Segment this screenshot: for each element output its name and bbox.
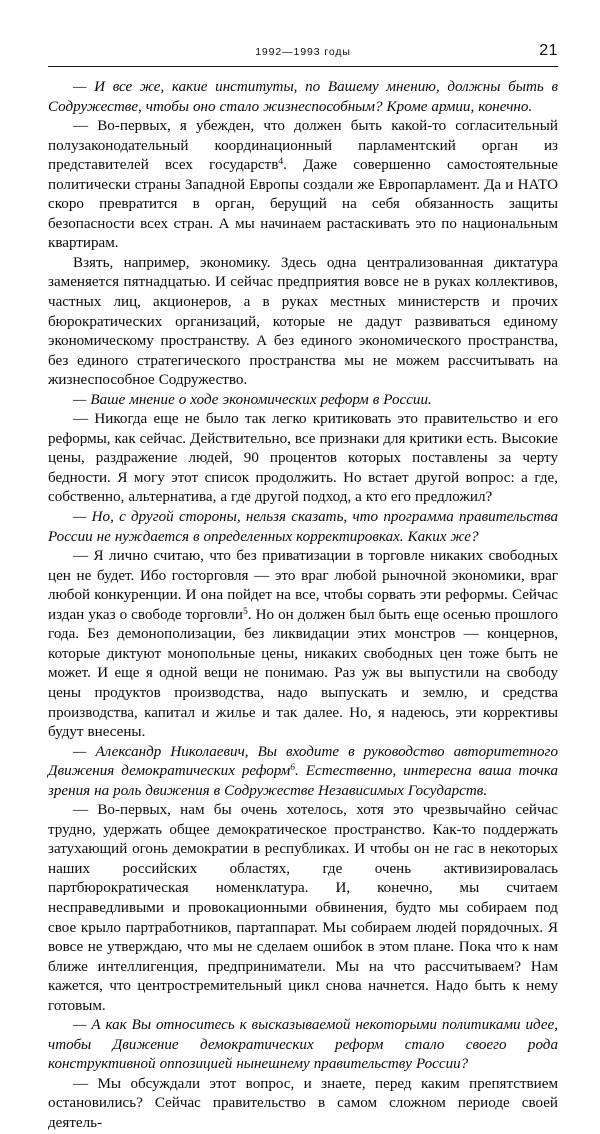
paragraph-text: Взять, например, экономику. Здесь одна централизованная диктатура заменяется пятнадцатью. И сейчас предприятия вовсе не в руках коллективов, частных лиц, акционеров, а в руках местных министерств и прочих бюрократических организаций, которые не дадут развиваться единому экономическому пространству. А без единого экономического пространства, без единого стратегического пространства мы не можем рассчитывать на жизнеспособное Содружество. (48, 254, 558, 389)
paragraph-text: — Ваше мнение о ходе экономических реформ в России. (73, 391, 432, 408)
paragraph-question-4 (48, 743, 558, 802)
paragraph-text: — А как Вы относитесь к высказываемой некоторыми политиками идее, чтобы Движение демократических реформ стало своего рода конструктивной оппозицией нынешнему правительству России? (48, 1017, 558, 1073)
paragraph-answer-4 (48, 801, 558, 1016)
paragraph-text-cont: . Но он должен был быть еще осенью прошлого года. Без демонополизации, без ликвидации этих монстров — концернов, которые диктуют монопольные цены, никаких свободных цен тоже быть не может. И еще я одной вещи не понимаю. Раз уж вы выпустили на свободу цены продуктов производства, надо выпускать и землю, и средства производства, капитал и жилье и так далее. Но, я надеюсь, эти коррективы будут внесены. (48, 606, 558, 741)
paragraph-answer-5 (48, 1075, 558, 1134)
running-head (48, 44, 558, 67)
paragraph-text: — Во-первых, нам бы очень хотелось, хотя это чрезвычайно сейчас трудно, удержать общее демократическое пространство. Как-то поддержать затухающий огонь демократии в республиках. И чтобы он не гас в некоторых наших российских областях, где очень активизировалась партбюрократическая номенклатура. И, конечно, мы считаем несправедливыми и провокационными обвинения, будто мы собираем под свое крыло партработников, партаппарат. Мы собираем людей порядочных. Я вовсе не утверждаю, что мы не сделаем ошибок в этом плане. Пока что к нам ближе интеллигенция, предприниматели. Мы на что рассчитываем? Нам кажется, что центростремительный цикл снова начнется. Надо быть к нему готовым. (48, 802, 558, 1014)
paragraph-answer-2 (48, 410, 558, 508)
paragraph-text: — И все же, какие институты, по Вашему мнению, должны быть в Содружестве, чтобы оно стало жизнеспособным? Кроме армии, конечно. (48, 79, 558, 115)
page-number: 21 (539, 42, 558, 59)
footnote-ref-4: 4 (278, 156, 284, 168)
paragraph-answer-3 (48, 547, 558, 742)
footnote-ref-5: 5 (242, 605, 248, 617)
paragraph-answer-1b (48, 254, 558, 391)
paragraph-text-cont: . Естественно, интересна ваша точка зрения на роль движения в Содружестве Независимых Государств. (48, 763, 558, 799)
paragraph-text-cont: . Даже совершенно самостоятельные политически страны Западной Европы создали же Европарламент. Да и НАТО скоро превратится в орган, берущий на себя обязанность защиты безопасности всех стран. А мы начинаем растаскивать это по национальным квартирам. (48, 157, 558, 252)
paragraph-text: — Я лично считаю, что без приватизации в торговле никаких свободных цен не будет. Ибо госторговля — это враг любой рыночной экономики, враг любой конкуренции. И она пойдет на все, чтобы сорвать эти реформы. Сейчас издан указ о свободе торговли (48, 548, 558, 623)
paragraph-question-1 (48, 78, 558, 117)
paragraph-question-5 (48, 1016, 558, 1075)
footnote-ref-6: 6 (290, 762, 296, 774)
paragraph-question-2 (48, 391, 558, 411)
paragraph-text: — Но, с другой стороны, нельзя сказать, что программа правительства России не нуждается в определенных корректировках. Каких же? (48, 509, 558, 545)
paragraph-text: — Никогда еще не было так легко критиковать это правительство и его реформы, как сейчас. Действительно, все признаки для критики есть. Высокие цены, раздражение людей, 90 процентов которых поставлены за черту бедности. Я могу этот список продолжить. Но встает другой вопрос: а где, собственно, альтернатива, а где другой подход, а кто его предложил? (48, 411, 558, 506)
paragraph-question-3 (48, 508, 558, 547)
paragraph-text: — Во-первых, я убежден, что должен быть какой-то согласительный полузаконодательный координационный парламентский орган из представителей всех государств (48, 118, 558, 174)
paragraph-text: — Александр Николаевич, Вы входите в руководство авторитетного Движения демократических реформ (48, 743, 558, 780)
running-head-title: 1992—1993 годы (255, 46, 351, 58)
paragraph-answer-1 (48, 117, 558, 254)
running-head-row (48, 44, 558, 64)
text-block (48, 78, 558, 1134)
paragraph-text: — Мы обсуждали этот вопрос, и знаете, перед каким препятствием остановились? Сейчас правительство в самом сложном периоде своей деятель- (48, 1075, 558, 1131)
